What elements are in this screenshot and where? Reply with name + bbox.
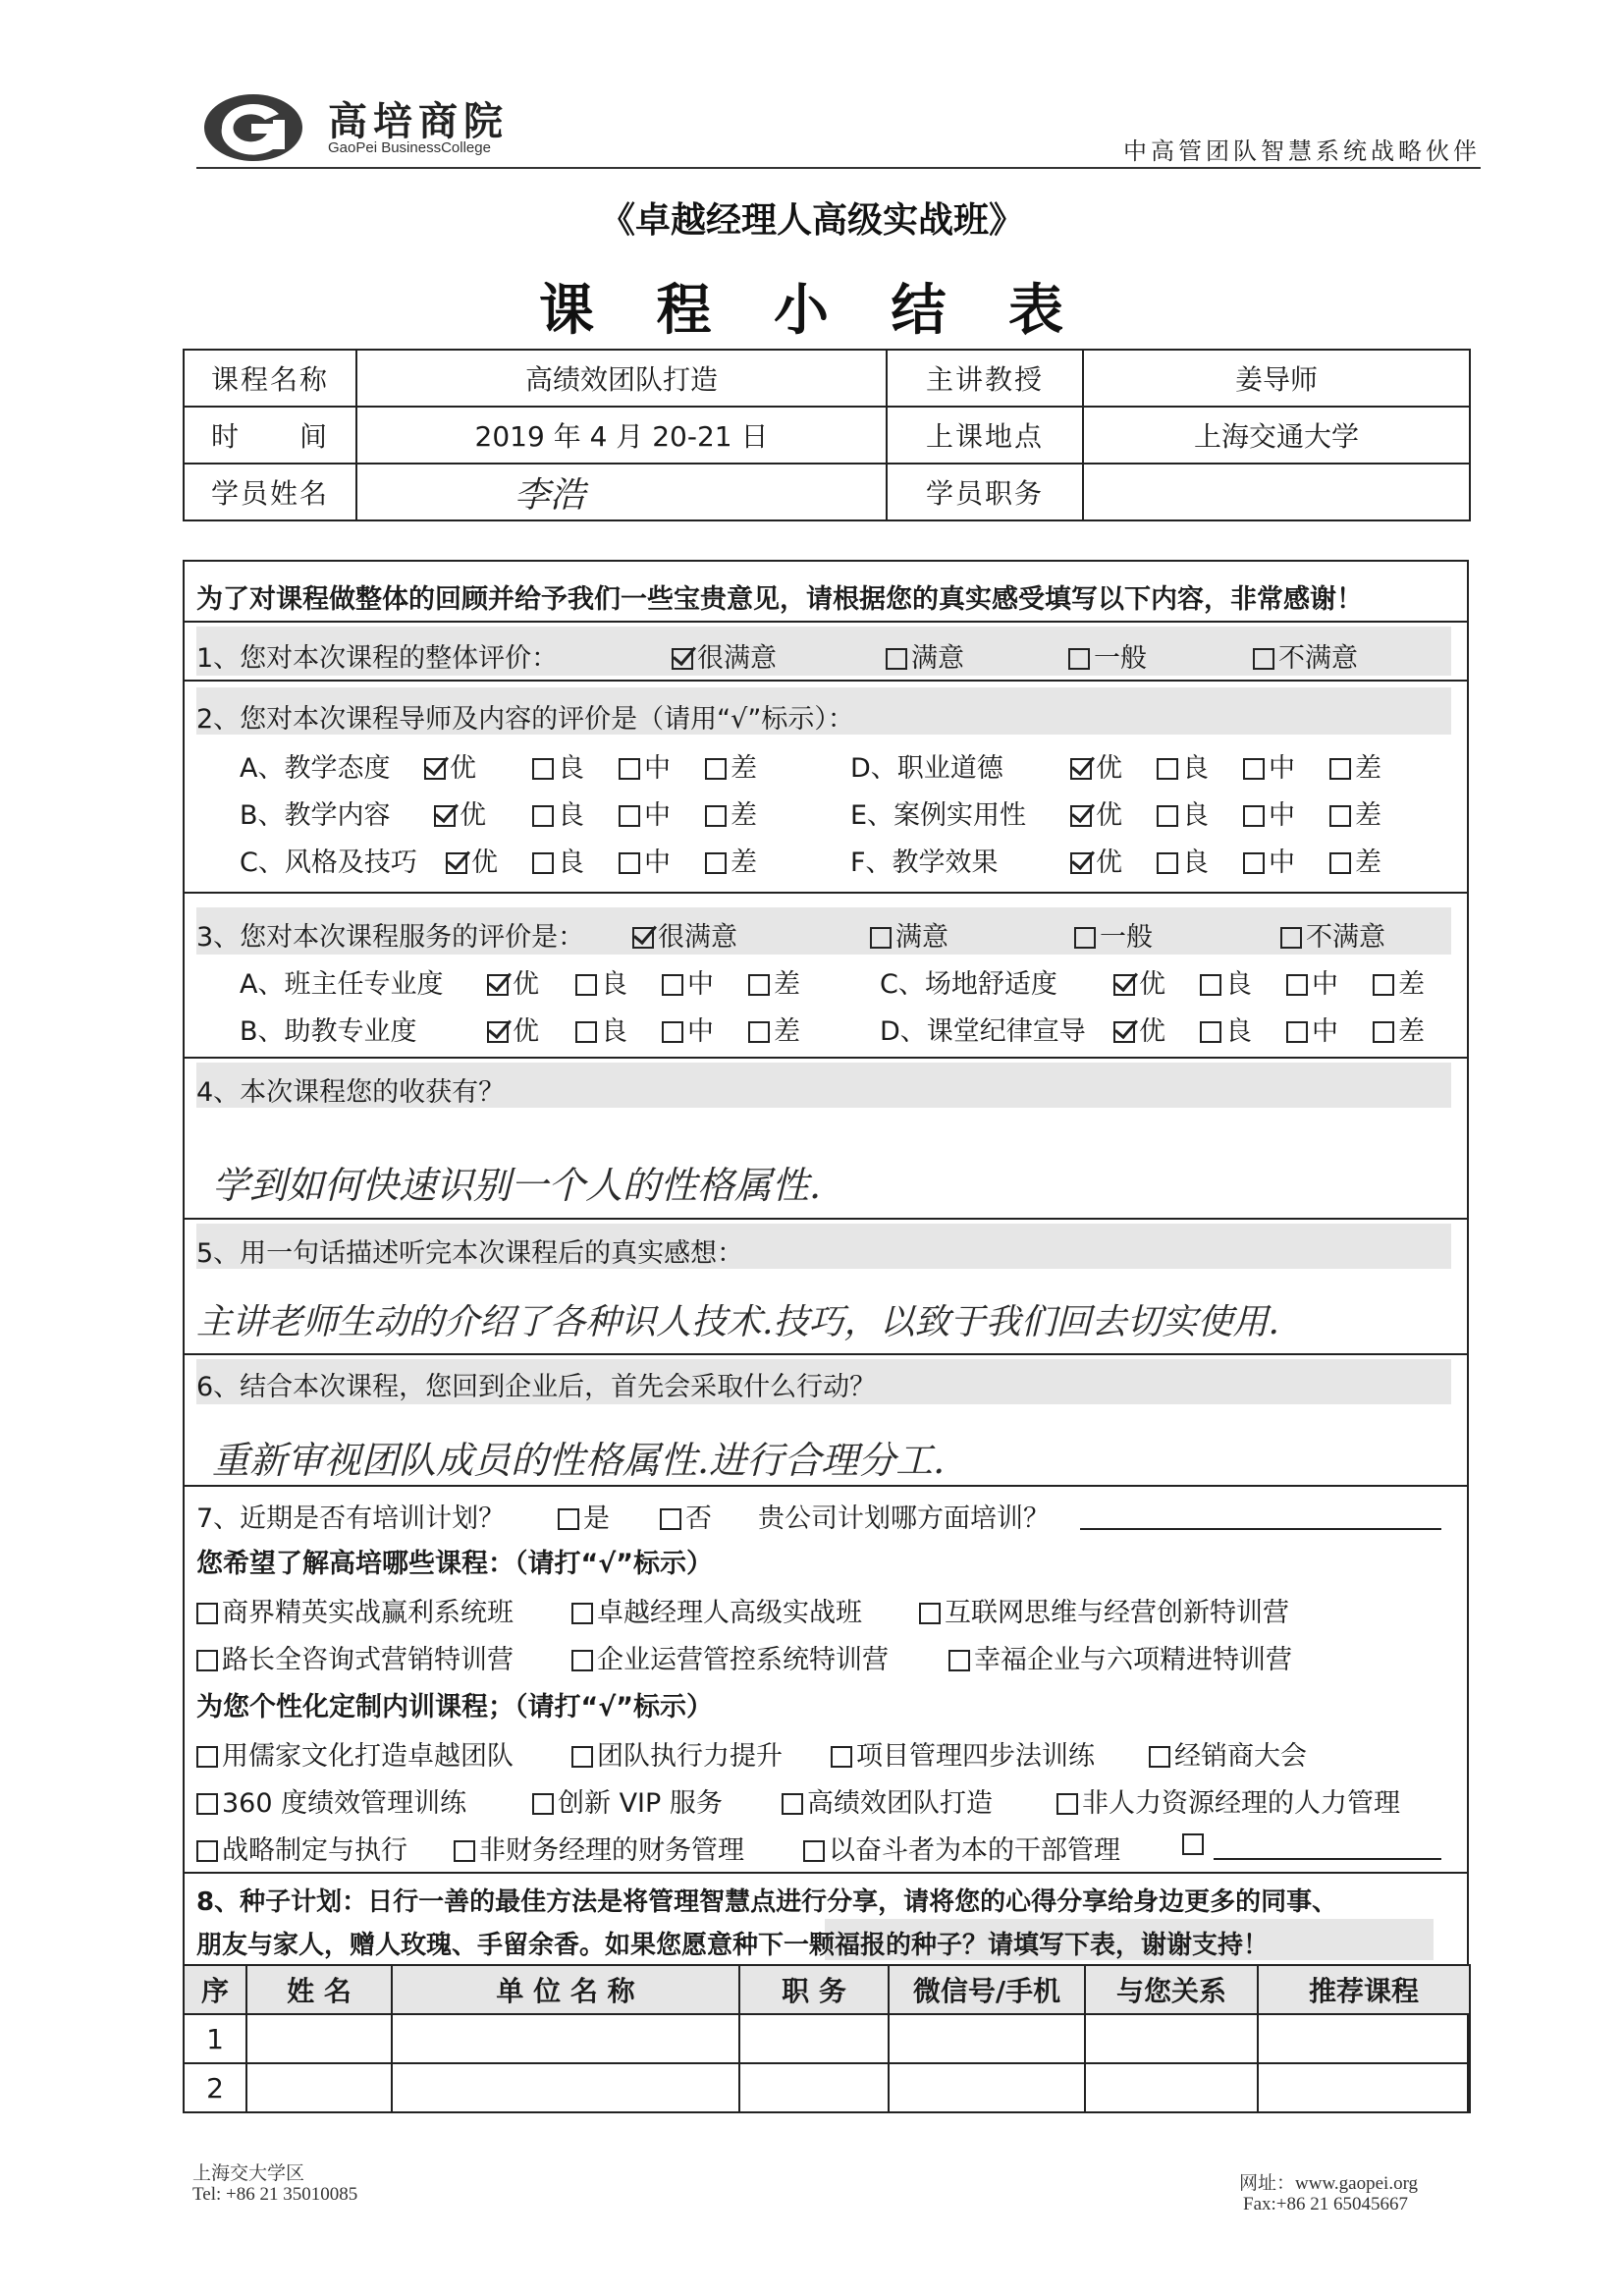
q3-b-grade-fair[interactable]: 中 — [662, 1010, 714, 1048]
q2-c-grade-excellent[interactable]: 优 — [446, 841, 498, 879]
logo-chinese-name: 高培商院 — [328, 99, 509, 144]
checkbox-icon[interactable] — [196, 1746, 218, 1768]
checkbox-checked-icon[interactable] — [424, 758, 446, 780]
checkbox-icon[interactable] — [660, 1508, 681, 1530]
q3-a-grade-poor[interactable]: 差 — [748, 962, 800, 1001]
checkbox-icon[interactable] — [1074, 927, 1096, 949]
q2-d-grade-good[interactable]: 良 — [1157, 746, 1209, 785]
q3-b-grade-good[interactable]: 良 — [575, 1010, 627, 1048]
q3-c-grade-poor[interactable]: 差 — [1373, 962, 1425, 1001]
course-info-table — [183, 349, 1471, 521]
seed-header-no: 序 — [184, 1965, 246, 2014]
q8-text-line2: 朋友与家人，赠人玫瑰、手留余香。如果您愿意种下一颗福报的种子？请填写下表，谢谢支持！ — [196, 1931, 1270, 1960]
student-position-label: 学员职务 — [887, 464, 1083, 520]
q2-e-grade-good[interactable]: 良 — [1157, 793, 1209, 832]
checkbox-icon[interactable] — [532, 852, 554, 874]
q2-item-e-label: E、案例实用性 — [850, 800, 1027, 831]
table-row — [184, 2014, 1470, 2063]
q2-item-d-label: D、职业道德 — [850, 753, 1003, 784]
checkbox-icon[interactable] — [662, 974, 683, 996]
seed-row-number: 1 — [184, 2014, 246, 2063]
q1-option-unsatisfied[interactable]: 不满意 — [1253, 636, 1358, 675]
divider — [185, 680, 1467, 682]
q3-b-grade-excellent[interactable]: 优 — [487, 1010, 539, 1048]
checkbox-icon[interactable] — [1286, 974, 1308, 996]
checkbox-icon[interactable] — [532, 758, 554, 780]
q1-question: 1、您对本次课程的整体评价： — [196, 643, 559, 674]
q7-option-no[interactable]: 否 — [660, 1497, 712, 1535]
course-option[interactable]: 卓越经理人高级实战班 — [571, 1591, 862, 1629]
checkbox-icon[interactable] — [454, 1840, 475, 1862]
checkbox-checked-icon[interactable] — [446, 852, 467, 874]
footer-fax: Fax:+86 21 65045667 — [1243, 2194, 1408, 2214]
q5-answer-handwritten[interactable]: 主讲老师生动的介绍了各种识人技术.技巧，以致于我们回去切实使用. — [196, 1302, 1279, 1342]
q6-question: 6、结合本次课程，您回到企业后，首先会采取什么行动？ — [196, 1372, 877, 1402]
q3-d-grade-excellent[interactable]: 优 — [1113, 1010, 1165, 1048]
student-name-label: 学员姓名 — [184, 464, 356, 520]
checkbox-icon[interactable] — [558, 1508, 579, 1530]
q3-c-grade-good[interactable]: 良 — [1200, 962, 1252, 1001]
checkbox-icon[interactable] — [1182, 1833, 1204, 1855]
seed-row-number: 2 — [184, 2063, 246, 2112]
custom-course-other-field[interactable] — [1214, 1858, 1441, 1860]
q3-b-grade-poor[interactable]: 差 — [748, 1010, 800, 1048]
table-row — [184, 2063, 1470, 2112]
checkbox-icon[interactable] — [571, 1603, 593, 1624]
seed-cell[interactable] — [1258, 2014, 1470, 2063]
custom-course-option[interactable]: 高绩效团队打造 — [782, 1781, 993, 1820]
seed-header-relation: 与您关系 — [1085, 1965, 1258, 2014]
q3-a-grade-good[interactable]: 良 — [575, 962, 627, 1001]
footer-tel: Tel: +86 21 35010085 — [192, 2184, 358, 2205]
q1-option-satisfied[interactable]: 满意 — [886, 636, 964, 675]
student-position-field[interactable] — [1083, 464, 1470, 520]
checkbox-icon[interactable] — [748, 974, 770, 996]
checkbox-icon[interactable] — [919, 1603, 941, 1624]
checkbox-icon[interactable] — [1373, 1021, 1394, 1043]
place-label: 上课地点 — [887, 407, 1083, 464]
checkbox-icon[interactable] — [619, 852, 640, 874]
checkbox-icon[interactable] — [571, 1650, 593, 1671]
course-option[interactable]: 商界精英实战赢利系统班 — [196, 1591, 514, 1629]
time-label: 时 间 — [184, 407, 356, 464]
divider — [185, 1218, 1467, 1220]
divider — [185, 1057, 1467, 1059]
q3-a-grade-excellent[interactable]: 优 — [487, 962, 539, 1001]
checkbox-icon[interactable] — [870, 927, 892, 949]
q3-d-grade-poor[interactable]: 差 — [1373, 1010, 1425, 1048]
q3-item-c-label: C、场地舒适度 — [880, 969, 1057, 1000]
seed-header-position: 职 务 — [739, 1965, 889, 2014]
checkbox-icon[interactable] — [948, 1650, 970, 1671]
q2-f-grade-poor[interactable]: 差 — [1329, 841, 1381, 879]
custom-course-option[interactable]: 360 度绩效管理训练 — [196, 1781, 466, 1820]
checkbox-icon[interactable] — [782, 1793, 803, 1815]
course-option[interactable]: 互联网思维与经营创新特训营 — [919, 1591, 1289, 1629]
q7-option-yes[interactable]: 是 — [558, 1497, 610, 1535]
checkbox-checked-icon[interactable] — [1113, 1021, 1135, 1043]
divider — [185, 621, 1467, 623]
checkbox-icon[interactable] — [1157, 758, 1178, 780]
seed-header-company: 单 位 名 称 — [392, 1965, 739, 2014]
q3-option-satisfied[interactable]: 满意 — [870, 915, 948, 954]
checkbox-icon[interactable] — [196, 1650, 218, 1671]
checkbox-icon[interactable] — [619, 758, 640, 780]
q2-e-grade-excellent[interactable]: 优 — [1070, 793, 1122, 832]
custom-course-option[interactable]: 非财务经理的财务管理 — [454, 1829, 744, 1867]
form-title: 课 程 小 结 表 — [539, 279, 1085, 343]
checkbox-icon[interactable] — [1373, 974, 1394, 996]
q8-text-line1: 8、种子计划：日行一善的最佳方法是将管理智慧点进行分享，请将您的心得分享给身边更多的同事、 — [196, 1887, 1338, 1917]
custom-course-option[interactable]: 创新 VIP 服务 — [532, 1781, 723, 1820]
course-option[interactable]: 路长全咨询式营销特训营 — [196, 1638, 514, 1676]
checkbox-checked-icon[interactable] — [1070, 852, 1092, 874]
custom-course-option[interactable]: 团队执行力提升 — [571, 1734, 783, 1773]
checkbox-icon[interactable] — [705, 758, 727, 780]
q3-option-very-satisfied[interactable]: 很满意 — [632, 915, 737, 954]
divider — [185, 1353, 1467, 1355]
q3-question: 3、您对本次课程服务的评价是： — [196, 922, 585, 953]
checkbox-checked-icon[interactable] — [434, 805, 456, 827]
course-name-value: 高绩效团队打造 — [356, 350, 887, 407]
footer-campus: 上海交大学区 — [192, 2163, 305, 2184]
q2-d-grade-poor[interactable]: 差 — [1329, 746, 1381, 785]
q2-item-a-label: A、教学态度 — [240, 753, 391, 784]
q2-item-f-label: F、教学效果 — [850, 847, 999, 878]
custom-courses-prompt: 为您个性化定制内训课程；（请打“√”标示） — [196, 1692, 713, 1722]
checkbox-checked-icon[interactable] — [632, 927, 654, 949]
checkbox-checked-icon[interactable] — [487, 974, 509, 996]
q3-item-d-label: D、课堂纪律宣导 — [880, 1016, 1086, 1047]
custom-course-option[interactable]: 项目管理四步法训练 — [831, 1734, 1095, 1773]
time-value: 2019 年 4 月 20-21 日 — [356, 407, 887, 464]
q2-question: 2、您对本次课程导师及内容的评价是（请用“√”标示）： — [196, 704, 854, 735]
checkbox-icon[interactable] — [571, 1746, 593, 1768]
checkbox-icon[interactable] — [1200, 974, 1221, 996]
q2-c-grade-fair[interactable]: 中 — [619, 841, 671, 879]
checkbox-icon[interactable] — [803, 1840, 825, 1862]
checkbox-icon[interactable] — [196, 1793, 218, 1815]
checkbox-icon[interactable] — [1157, 852, 1178, 874]
q2-b-grade-good[interactable]: 良 — [532, 793, 584, 832]
q1-option-average[interactable]: 一般 — [1068, 636, 1147, 675]
q2-b-grade-fair[interactable]: 中 — [619, 793, 671, 832]
q4-question: 4、本次课程您的收获有？ — [196, 1077, 506, 1108]
q2-b-grade-excellent[interactable]: 优 — [434, 793, 486, 832]
custom-course-option[interactable]: 经销商大会 — [1149, 1734, 1307, 1773]
course-option[interactable]: 企业运营管控系统特训营 — [571, 1638, 889, 1676]
lecturer-label: 主讲教授 — [887, 350, 1083, 407]
q3-a-grade-fair[interactable]: 中 — [662, 962, 714, 1001]
q3-d-grade-fair[interactable]: 中 — [1286, 1010, 1338, 1048]
checkbox-icon[interactable] — [886, 648, 907, 670]
seed-cell[interactable] — [1085, 2063, 1258, 2112]
q2-f-grade-excellent[interactable]: 优 — [1070, 841, 1122, 879]
course-title: 《卓越经理人高级实战班》 — [599, 200, 1024, 241]
divider — [185, 1872, 1467, 1874]
q3-option-average[interactable]: 一般 — [1074, 915, 1153, 954]
checkbox-icon[interactable] — [575, 1021, 597, 1043]
q7-which-training-field[interactable] — [1080, 1528, 1441, 1530]
q2-a-grade-good[interactable]: 良 — [532, 746, 584, 785]
seed-plan-table — [183, 1964, 1471, 2113]
checkbox-icon[interactable] — [575, 974, 597, 996]
header-slogan: 中高管团队智慧系统战略伙伴 — [1123, 137, 1481, 165]
checkbox-icon[interactable] — [662, 1021, 683, 1043]
checkbox-icon[interactable] — [1329, 852, 1351, 874]
q2-e-grade-fair[interactable]: 中 — [1243, 793, 1295, 832]
seed-cell[interactable] — [739, 2014, 889, 2063]
seed-cell[interactable] — [246, 2014, 392, 2063]
q1-option-very-satisfied[interactable]: 很满意 — [672, 636, 777, 675]
q2-d-grade-excellent[interactable]: 优 — [1070, 746, 1122, 785]
course-option[interactable]: 幸福企业与六项精进特训营 — [948, 1638, 1292, 1676]
q2-f-grade-good[interactable]: 良 — [1157, 841, 1209, 879]
custom-course-option[interactable]: 以奋斗者为本的干部管理 — [803, 1829, 1120, 1867]
seed-header-wechat: 微信号/手机 — [889, 1965, 1085, 2014]
checkbox-icon[interactable] — [1056, 1793, 1078, 1815]
checkbox-checked-icon[interactable] — [1070, 805, 1092, 827]
checkbox-icon[interactable] — [532, 1793, 554, 1815]
q7-question: 7、近期是否有培训计划？ — [196, 1503, 506, 1534]
logo-english-name: GaoPei BusinessCollege — [328, 139, 491, 156]
seed-cell[interactable] — [392, 2014, 739, 2063]
checkbox-checked-icon[interactable] — [672, 648, 693, 670]
q4-answer-handwritten[interactable]: 学到如何快速识别一个人的性格属性. — [212, 1164, 822, 1207]
course-name-label: 课程名称 — [184, 350, 356, 407]
place-value: 上海交通大学 — [1083, 407, 1470, 464]
seed-header-course: 推荐课程 — [1258, 1965, 1470, 2014]
seed-header-name: 姓 名 — [246, 1965, 392, 2014]
q6-answer-handwritten[interactable]: 重新审视团队成员的性格属性.进行合理分工. — [212, 1439, 946, 1482]
checkbox-icon[interactable] — [196, 1603, 218, 1624]
custom-course-option[interactable]: 用儒家文化打造卓越团队 — [196, 1734, 514, 1773]
q2-item-b-label: B、教学内容 — [240, 800, 391, 831]
seed-cell[interactable] — [246, 2063, 392, 2112]
checkbox-icon[interactable] — [1149, 1746, 1170, 1768]
student-name-handwritten: 李浩 — [514, 474, 586, 516]
q3-c-grade-fair[interactable]: 中 — [1286, 962, 1338, 1001]
checkbox-icon[interactable] — [1280, 927, 1302, 949]
q3-d-grade-good[interactable]: 良 — [1200, 1010, 1252, 1048]
q3-item-a-label: A、班主任专业度 — [240, 969, 444, 1000]
seed-cell[interactable] — [889, 2063, 1085, 2112]
checkbox-icon[interactable] — [1068, 648, 1090, 670]
q2-a-grade-fair[interactable]: 中 — [619, 746, 671, 785]
checkbox-icon[interactable] — [1243, 758, 1265, 780]
checkbox-checked-icon[interactable] — [1113, 974, 1135, 996]
student-name-field[interactable] — [356, 464, 887, 520]
checkbox-icon[interactable] — [1157, 805, 1178, 827]
header-divider — [196, 167, 1481, 169]
divider — [185, 1485, 1467, 1487]
checkbox-icon[interactable] — [532, 805, 554, 827]
logo-mark-icon — [202, 90, 320, 165]
checkbox-icon[interactable] — [831, 1746, 852, 1768]
seed-cell[interactable] — [1085, 2014, 1258, 2063]
q2-a-grade-poor[interactable]: 差 — [705, 746, 757, 785]
seed-cell[interactable] — [392, 2063, 739, 2112]
custom-course-other[interactable] — [1182, 1829, 1208, 1859]
q2-c-grade-poor[interactable]: 差 — [705, 841, 757, 879]
checkbox-icon[interactable] — [705, 852, 727, 874]
q7-courses-prompt: 您希望了解高培哪些课程：（请打“√”标示） — [196, 1549, 713, 1579]
footer-website[interactable]: 网址：www.gaopei.org — [1239, 2173, 1419, 2194]
q2-b-grade-poor[interactable]: 差 — [705, 793, 757, 832]
custom-course-option[interactable]: 战略制定与执行 — [196, 1829, 407, 1867]
divider — [185, 892, 1467, 894]
checkbox-icon[interactable] — [1243, 852, 1265, 874]
q2-e-grade-poor[interactable]: 差 — [1329, 793, 1381, 832]
lecturer-value: 姜导师 — [1083, 350, 1470, 407]
custom-course-option[interactable]: 非人力资源经理的人力管理 — [1056, 1781, 1400, 1820]
checkbox-icon[interactable] — [705, 805, 727, 827]
seed-cell[interactable] — [889, 2014, 1085, 2063]
survey-intro: 为了对课程做整体的回顾并给予我们一些宝贵意见，请根据您的真实感受填写以下内容，非常感谢！ — [196, 584, 1363, 615]
checkbox-icon[interactable] — [1200, 1021, 1221, 1043]
checkbox-icon[interactable] — [1253, 648, 1274, 670]
q2-d-grade-fair[interactable]: 中 — [1243, 746, 1295, 785]
q2-c-grade-good[interactable]: 良 — [532, 841, 584, 879]
checkbox-icon[interactable] — [1329, 758, 1351, 780]
checkbox-icon[interactable] — [1243, 805, 1265, 827]
checkbox-icon[interactable] — [748, 1021, 770, 1043]
seed-cell[interactable] — [1258, 2063, 1470, 2112]
checkbox-icon[interactable] — [1329, 805, 1351, 827]
checkbox-icon[interactable] — [1286, 1021, 1308, 1043]
q3-c-grade-excellent[interactable]: 优 — [1113, 962, 1165, 1001]
q2-a-grade-excellent[interactable]: 优 — [424, 746, 476, 785]
q3-item-b-label: B、助教专业度 — [240, 1016, 417, 1047]
q3-option-unsatisfied[interactable]: 不满意 — [1280, 915, 1385, 954]
q2-f-grade-fair[interactable]: 中 — [1243, 841, 1295, 879]
q7-which-training-label: 贵公司计划哪方面培训？ — [758, 1503, 1050, 1534]
q2-item-c-label: C、风格及技巧 — [240, 847, 417, 878]
checkbox-icon[interactable] — [619, 805, 640, 827]
q5-question: 5、用一句话描述听完本次课程后的真实感想： — [196, 1238, 744, 1269]
checkbox-checked-icon[interactable] — [487, 1021, 509, 1043]
checkbox-checked-icon[interactable] — [1070, 758, 1092, 780]
seed-cell[interactable] — [739, 2063, 889, 2112]
checkbox-icon[interactable] — [196, 1840, 218, 1862]
